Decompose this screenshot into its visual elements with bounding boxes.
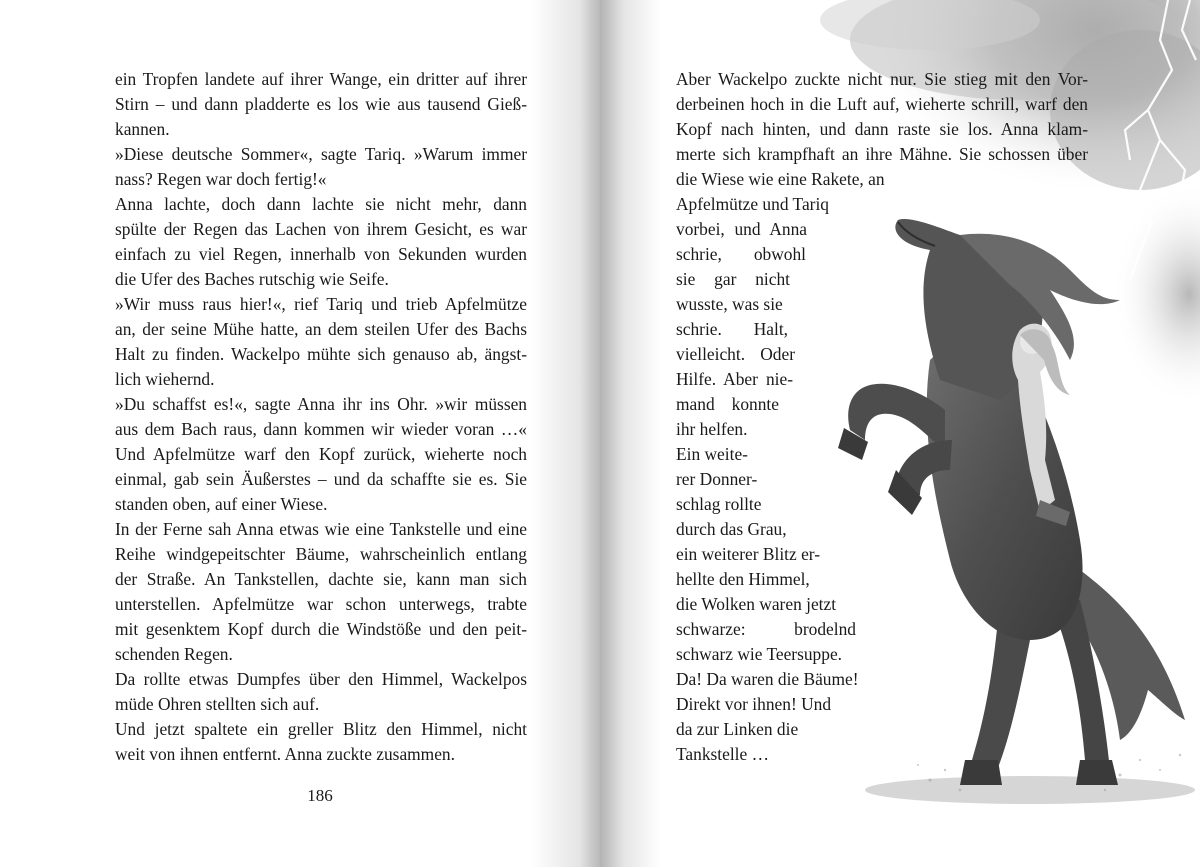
text-line: da zur Linken die <box>676 719 799 739</box>
text-line: schlag rollte <box>676 494 762 514</box>
text-line: Halt zu finden. Wackelpo mühte sich genauso ab, ängst- <box>115 344 527 364</box>
text-line: müde Ohren stellten sich auf. <box>115 694 320 714</box>
text-line: kannen. <box>115 119 170 139</box>
text-line: einfach zu viel Regen, innerhalb von Sekunden wurden <box>115 244 527 264</box>
text-line: Reihe windgepeitschter Bäume, wahrscheinlich entlang <box>115 544 527 564</box>
text-line: spülte der Regen das Lachen von ihrem Gesicht, es war <box>115 219 527 239</box>
text-line: »Du schaffst es!«, sagte Anna ihr ins Ohr. »wir müssen <box>115 394 527 414</box>
text-line: »Wir muss raus hier!«, rief Tariq und trieb Apfelmütze <box>115 294 527 314</box>
text-line: schrie, obwohl <box>676 244 806 264</box>
text-line: schenden Regen. <box>115 644 233 664</box>
right-page <box>600 0 1200 867</box>
text-line: unterstellen. Apfelmütze war schon unterwegs, trabte <box>115 594 527 614</box>
text-line: »Diese deutsche Sommer«, sagte Tariq. »Warum immer <box>115 144 527 164</box>
text-line: die Wolken waren jetzt <box>676 594 837 614</box>
text-line: standen oben, auf einer Wiese. <box>115 494 328 514</box>
text-line: der Straße. An Tankstellen, dachte sie, kann man sich <box>115 569 527 589</box>
text-line: durch das Grau, <box>676 519 787 539</box>
text-line: ihr helfen. <box>676 419 748 439</box>
text-line: Da rollte etwas Dumpfes über den Himmel, Wackelpos <box>115 669 527 689</box>
text-line: schwarz wie Teersuppe. <box>676 644 843 664</box>
text-line: weit von ihnen entfernt. Anna zuckte zusammen. <box>115 744 455 764</box>
text-line: nass? Regen war doch fertig!« <box>115 169 327 189</box>
text-line: die Ufer des Baches rutschig wie Seife. <box>115 269 389 289</box>
text-line: Direkt vor ihnen! Und <box>676 694 832 714</box>
text-line: Hilfe. Aber nie- <box>676 369 793 389</box>
text-line: vielleicht. Oder <box>676 344 795 364</box>
text-line: Da! Da waren die Bäume! <box>676 669 859 689</box>
text-line: hellte den Himmel, <box>676 569 810 589</box>
text-line: In der Ferne sah Anna etwas wie eine Tankstelle und eine <box>115 519 527 539</box>
text-line: merte sich krampfhaft an ihre Mähne. Sie schossen über <box>676 144 1088 164</box>
gutter-shadow-right <box>600 0 660 867</box>
page-number: 186 <box>307 786 333 805</box>
text-line: ein weiterer Blitz er- <box>676 544 821 564</box>
text-line: Anna lachte, doch dann lachte sie nicht mehr, dann <box>115 194 527 214</box>
text-line: Und jetzt spaltete ein greller Blitz den Himmel, nicht <box>115 719 527 739</box>
gutter-shadow-left <box>530 0 600 867</box>
text-line: derbeinen hoch in die Luft auf, wieherte schrill, warf den <box>676 94 1088 114</box>
text-line: die Wiese wie eine Rakete, an <box>676 169 885 189</box>
text-line: aus dem Bach raus, dann kommen wir wieder voran …« <box>115 419 527 439</box>
ground-shadow <box>865 776 1195 804</box>
text-line: einmal, gab sein Äußerstes – und da schaffte sie es. Sie <box>115 469 527 489</box>
text-line: rer Donner- <box>676 469 758 489</box>
text-line: schwarze: brodelnd <box>676 619 856 639</box>
text-line: lich wiehernd. <box>115 369 215 389</box>
text-line: Und Apfelmütze warf den Kopf zurück, wieherte noch <box>115 444 527 464</box>
text-line: vorbei, und Anna <box>676 219 807 239</box>
text-line: Aber Wackelpo zuckte nicht nur. Sie stieg mit den Vor- <box>676 69 1088 89</box>
text-line: schrie. Halt, <box>676 319 788 339</box>
text-line: an, der seine Mühe hatte, an dem steilen Ufer des Bachs <box>115 319 527 339</box>
text-line: mand konnte <box>676 394 779 414</box>
text-line: sie gar nicht <box>676 269 790 289</box>
text-line: mit gesenktem Kopf durch die Windstöße und den peit- <box>115 619 527 639</box>
text-line: wusste, was sie <box>676 294 783 314</box>
text-line: Tankstelle … <box>676 744 769 764</box>
text-line: Ein weite- <box>676 444 748 464</box>
text-line: Kopf nach hinten, und dann raste sie los. Anna klam- <box>676 119 1088 139</box>
text-line: Stirn – und dann pladderte es los wie aus tausend Gieß- <box>115 94 527 114</box>
text-line: ein Tropfen landete auf ihrer Wange, ein dritter auf ihrer <box>115 69 527 89</box>
text-line: Apfelmütze und Tariq <box>676 194 829 214</box>
